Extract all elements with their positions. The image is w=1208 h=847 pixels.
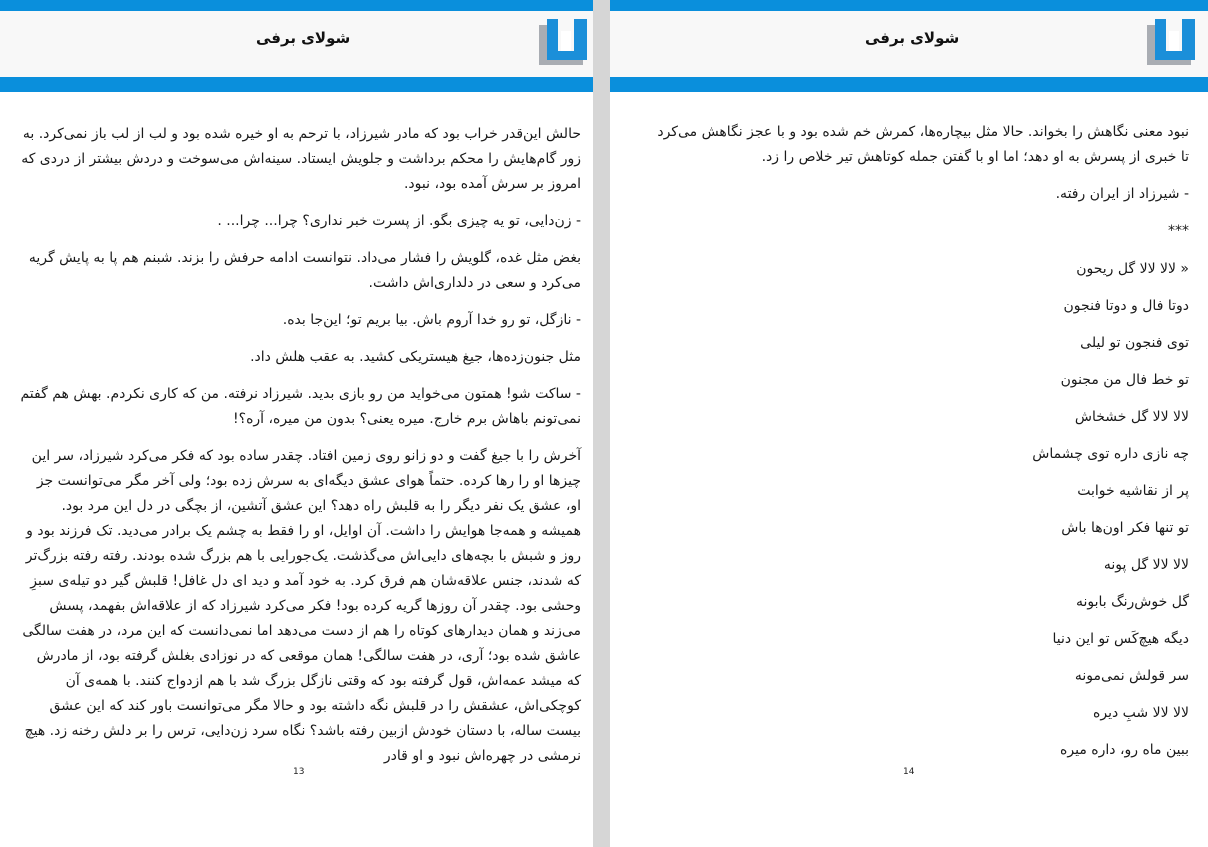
header-bottom-bar <box>610 77 1208 92</box>
publisher-logo-icon <box>1145 17 1197 69</box>
page-body <box>20 122 581 781</box>
verse-line: دیگه هیچ‌کَس تو این دنیا <box>1052 631 1189 647</box>
page-number: 14 <box>903 767 915 777</box>
header-top-bar <box>610 0 1208 11</box>
verse-line: « لالا لالا گل ریحون <box>1076 261 1189 277</box>
verse-line: توی فنجون تو لیلی <box>1080 335 1189 351</box>
verse-line: لالا لالا شبِ دیره <box>1093 705 1189 721</box>
page-14 <box>610 0 1208 847</box>
paragraph: بغض مثل غده، گلویش را فشار می‌داد. نتوانست ادامه حرفش را بزند. شبنم هم پا به پایش گریه می‌کرد و سعی در دلداری‌اش داشت. <box>28 250 581 291</box>
book-title: شولای برفی <box>256 29 351 47</box>
verse-line: چه نازی داره توی چشماش <box>1032 446 1189 462</box>
verse-line: ببین ماه رو، داره میره <box>1060 742 1189 758</box>
paragraph: - ساکت شو! همتون می‌خواید من رو بازی بدید. شیرزاد نرفته. من که کاری نکردم. بهش هم گفتم نمی‌تونم باهاش برم خارج. میره یعنی؟ بدون من میره، آره؟! <box>20 386 581 427</box>
verse-line: لالا لالا گل پونه <box>1103 557 1189 573</box>
page-number: 13 <box>293 767 305 777</box>
verse-line: دوتا فال و دوتا فنجون <box>1063 298 1189 314</box>
paragraph: - نازگل، تو رو خدا آروم باش. بیا بریم تو؛ این‌جا بده. <box>282 312 581 328</box>
paragraph: - زن‌دایی، تو یه چیزی بگو. از پسرت خبر نداری؟ چرا... چرا... . <box>217 213 581 229</box>
verse-line: گل خوش‌رنگ بابونه <box>1075 594 1189 610</box>
paragraph: آخرش را با جیغ گفت و دو زانو روی زمین افتاد. چقدر ساده بود که فکر می‌کرد شیرزاد، سر این چیزها او را رها کرده. حتماً هوای عشق دیگه‌ای به سرش زده بود؛ ولی آخر مگر می‌توانست جز او، عشق یک نفر دیگر را به قلبش راه دهد؟ این عشق آتشین، از بچگی در دل این مرد بود. همیشه و همه‌جا هوایش را داشت. آن اوایل، او را فقط به چشم یک برادر می‌دید. تک فرزند بود و روز و شبش با بچه‌های دایی‌اش می‌گذشت. یک‌جورایی با هم بزرگ شده بودند. رفته رفته بزرگ‌تر که شدند، جنس علاقه‌شان هم فرق کرد. به خود آمد و دید ای دل غافل! قلبش گیر دو تیله‌ی سبزِ وحشی بود. چقدر آن روزها گریه کرده بود! فکر می‌کرد شیرزاد که از علاقه‌اش بفهمد، پسش می‌زند و همان دیدارهای کوتاه را هم از دست می‌دهد اما نمی‌دانست که این مرد، در هفت سالگی عاشق شده بود؛ آری، در هفت سالگی! همان موقعی که در نوزادی بغلش گرفته بود، از مادرش که میشد عمه‌اش، قول گرفته بود که وقتی نازگل بزرگ شد با هم ازدواج کنند. با همه‌ی آن کوچکی‌اش، عشقش را در قلبش نگه داشته بود و حالا مگر می‌توانست باور کند که این عشق بیست ساله، با دستان خودش ازبین رفته باشد؟ نگاه سرد زن‌دایی، ترس را بر دلش رخنه زد. هیچ نرمشی در چهره‌اش نبود و او قادر <box>22 448 581 764</box>
page-13 <box>0 0 593 847</box>
verse-line: سر قولش نمی‌مونه <box>1074 668 1189 684</box>
verse-line: لالا لالا گل خشخاش <box>1074 409 1189 425</box>
paragraph: - شیرزاد از ایران رفته. <box>1055 186 1189 202</box>
verse-line: پر از نقاشیه خوابت <box>1077 483 1189 499</box>
paragraph: نبود معنی نگاهش را بخواند. حالا مثل بیچاره‌ها، کمرش خم شده بود و با عجز نگاهش می‌کرد تا خبری از پسرش به او دهد؛ اما او با گفتن جمله کوتاهش تیر خلاص را زد. <box>657 124 1189 165</box>
page-body <box>650 120 1189 774</box>
header-top-bar <box>0 0 593 11</box>
paragraph: مثل جنون‌زده‌ها، جیغ هیستریکی کشید. به عقب هلش داد. <box>250 349 581 365</box>
verse-line: تو تنها فکر اون‌ها باش <box>1061 520 1189 536</box>
verse-line: تو خط فال من مجنون <box>1060 372 1189 388</box>
publisher-logo-icon <box>537 17 589 69</box>
section-separator: *** <box>1168 223 1189 239</box>
book-title: شولای برفی <box>865 29 960 47</box>
header-bottom-bar <box>0 77 593 92</box>
paragraph: حالش این‌قدر خراب بود که مادر شیرزاد، با ترحم به او خیره شده بود و لب از لب باز نمی‌کرد. به زور گام‌هایش را محکم برداشت و جلویش ایستاد. سینه‌اش می‌سوخت و دردش بیشتر از دردی که امروز بر سرش آمده بود، نبود. <box>21 126 581 192</box>
